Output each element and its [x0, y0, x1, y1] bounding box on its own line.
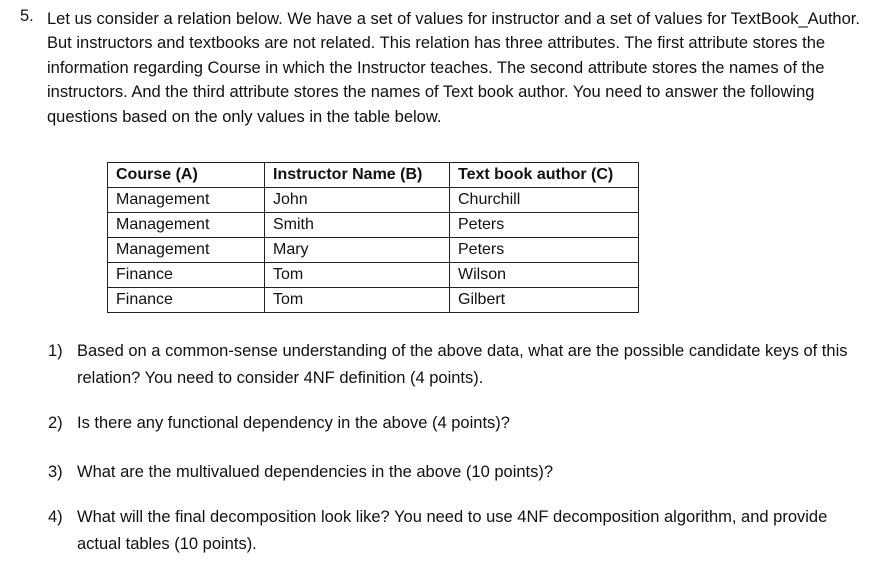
table-cell: Finance — [108, 288, 265, 313]
table-cell: Tom — [265, 263, 450, 288]
question-4-text: What will the final decomposition look like? You need to use 4NF decomposition algorithm, and provide actual tables (10 points). — [77, 508, 828, 553]
column-header-instructor: Instructor Name (B) — [265, 163, 450, 188]
question-1-text: Based on a common-sense understanding of the above data, what are the possible candidate keys of this relation? You need to consider 4NF definition (4 points). — [77, 342, 848, 387]
question-1-number: 1) — [48, 342, 63, 360]
column-header-course: Course (A) — [108, 163, 265, 188]
question-2-number: 2) — [48, 414, 63, 432]
question-3-text: What are the multivalued dependencies in the above (10 points)? — [77, 463, 554, 481]
column-header-author: Text book author (C) — [450, 163, 639, 188]
question-2-text: Is there any functional dependency in the above (4 points)? — [77, 414, 510, 432]
table-cell: Gilbert — [450, 288, 639, 313]
question-number: 5. — [20, 7, 34, 25]
table-cell: Peters — [450, 238, 639, 263]
table-cell: Management — [108, 213, 265, 238]
relation-table — [107, 162, 639, 313]
table-row — [108, 213, 639, 238]
table-cell: Mary — [265, 238, 450, 263]
question-3-number: 3) — [48, 463, 63, 481]
table-cell: Tom — [265, 288, 450, 313]
table-cell: Management — [108, 238, 265, 263]
table-cell: Finance — [108, 263, 265, 288]
question-4-number: 4) — [48, 508, 63, 526]
table-cell: Management — [108, 188, 265, 213]
table-row — [108, 188, 639, 213]
table-cell: Smith — [265, 213, 450, 238]
table-cell: Peters — [450, 213, 639, 238]
table-cell: Wilson — [450, 263, 639, 288]
table-cell: John — [265, 188, 450, 213]
intro-paragraph: Let us consider a relation below. We have a set of values for instructor and a set of values for TextBook_Author. But instructors and textbooks are not related. This relation has three attributes. The first attribute stores the information regarding Course in which the Instructor teaches. The second attribute stores the names of the instructors. And the third attribute stores the names of Text book author. You need to answer the following questions based on the only values in the table below. — [47, 10, 860, 126]
table-row — [108, 238, 639, 263]
table-cell: Churchill — [450, 188, 639, 213]
table-header-row — [108, 163, 639, 188]
table-row — [108, 288, 639, 313]
table-row — [108, 263, 639, 288]
